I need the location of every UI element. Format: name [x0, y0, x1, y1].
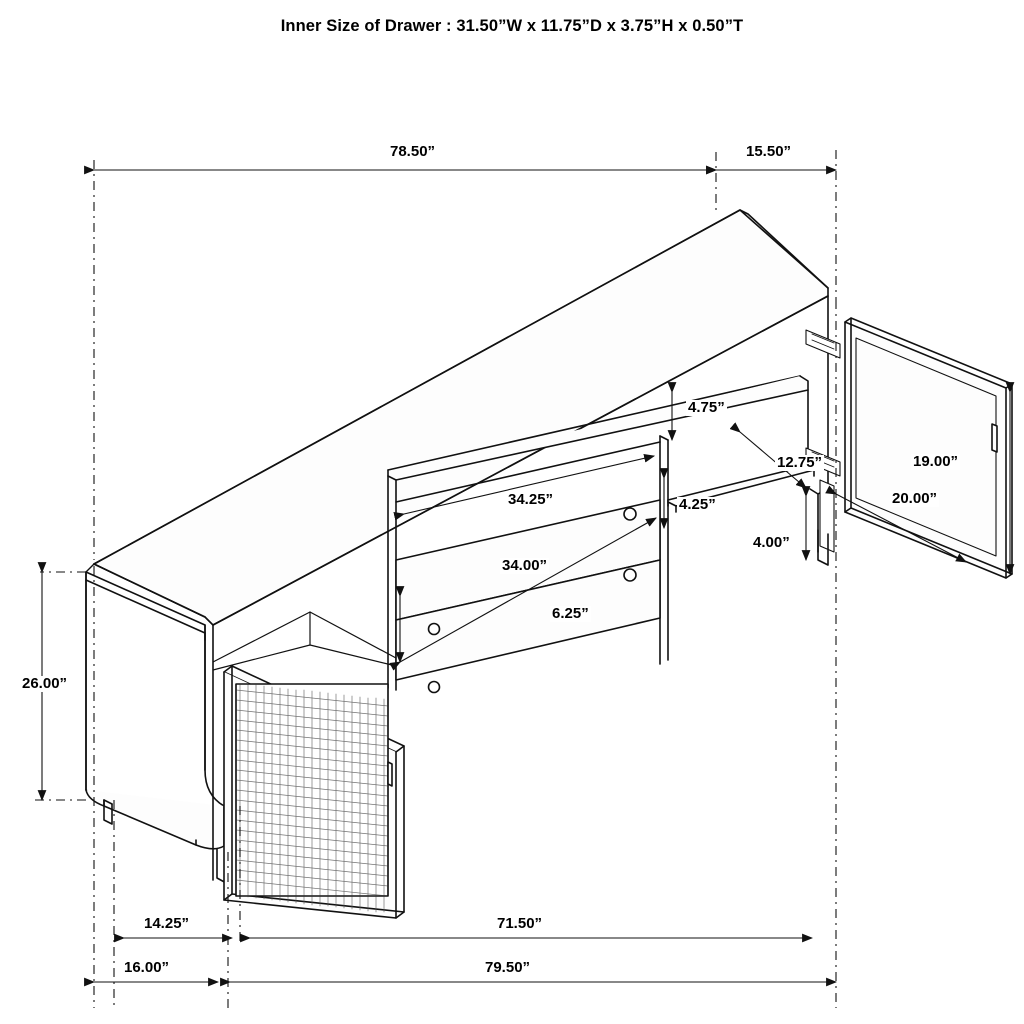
dim-label-cabinet-inner-depth: 12.75” [777, 454, 823, 471]
dim-label-open-door-width: 15.50” [746, 143, 792, 160]
dim-label-door-panel-width: 20.00” [892, 490, 938, 507]
dim-label-left-foot-width: 16.00” [124, 959, 170, 976]
dim-label-upper-compartment-width: 34.25” [508, 491, 554, 508]
dim-label-overall-top-width: 78.50” [390, 143, 436, 160]
dim-label-overall-height: 26.00” [22, 675, 68, 692]
dim-label-drawer-width: 34.00” [502, 557, 548, 574]
dim-label-door-panel-height: 19.00” [913, 453, 959, 470]
dim-label-side-opening-height: 4.00” [753, 534, 790, 551]
dim-label-upper-compartment-height: 4.25” [679, 496, 716, 513]
dim-label-drawer-zone-height: 6.25” [552, 605, 589, 622]
dim-label-body-width: 71.50” [497, 915, 543, 932]
dim-label-overall-width: 79.50” [485, 959, 531, 976]
dim-label-shelf-opening-height: 4.75” [688, 399, 725, 416]
page-title: Inner Size of Drawer : 31.50”W x 11.75”D x 3.75”H x 0.50”T [280, 17, 744, 35]
dim-label-left-section-width: 14.25” [144, 915, 190, 932]
